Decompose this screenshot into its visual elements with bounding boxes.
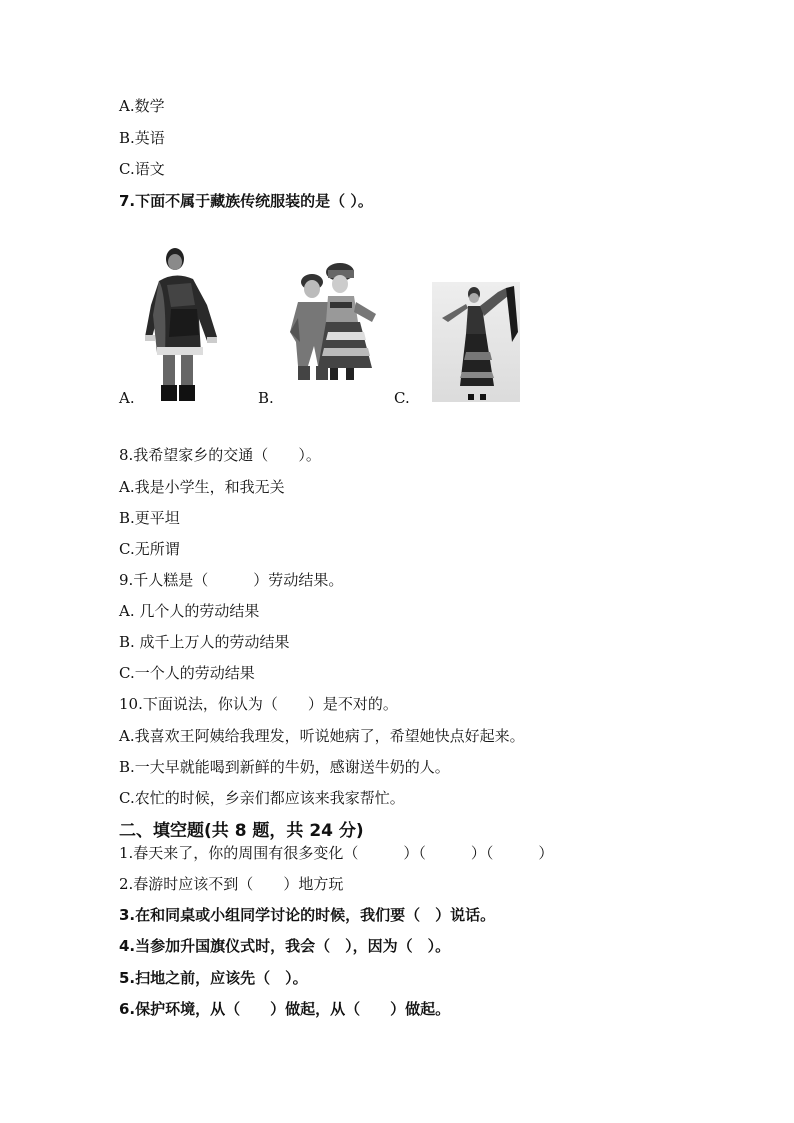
- q9-option-c: C.一个人的劳动结果: [119, 664, 255, 682]
- q7-label-b: B.: [258, 389, 274, 407]
- q7-question: 7.下面不属于藏族传统服装的是（ ）。: [119, 192, 373, 210]
- q6-option-a: A.数学: [119, 97, 165, 115]
- fill-item-4: 4.当参加升国旗仪式时，我会（ ），因为（ ）。: [119, 937, 451, 955]
- fill-item-2: 2.春游时应该不到（ ）地方玩: [119, 875, 344, 893]
- q6-option-c: C.语文: [119, 160, 165, 178]
- q9-option-a: A. 几个人的劳动结果: [119, 602, 260, 620]
- q10-question: 10.下面说法，你认为（ ）是不对的。: [119, 695, 398, 713]
- fill-item-5: 5.扫地之前，应该先（ ）。: [119, 969, 308, 987]
- q8-option-a: A.我是小学生，和我无关: [119, 478, 285, 496]
- q6-option-b: B.英语: [119, 129, 165, 147]
- q10-option-c: C.农忙的时候，乡亲们都应该来我家帮忙。: [119, 789, 405, 807]
- q9-option-b: B. 成千上万人的劳动结果: [119, 633, 290, 651]
- q8-question: 8.我希望家乡的交通（ ）。: [119, 446, 321, 464]
- tibetan-man-costume-image: [145, 245, 225, 403]
- q10-option-b: B.一大早就能喝到新鲜的牛奶，感谢送牛奶的人。: [119, 758, 450, 776]
- q10-option-a: A.我喜欢王阿姨给我理发，听说她病了，希望她快点好起来。: [119, 727, 525, 745]
- tibetan-woman-dancer-image: [432, 282, 520, 402]
- q9-question: 9.千人糕是（ ）劳动结果。: [119, 571, 344, 589]
- q7-label-a: A.: [119, 389, 135, 407]
- q8-option-c: C.无所谓: [119, 540, 180, 558]
- q7-label-c: C.: [394, 389, 410, 407]
- fill-item-1: 1.春天来了，你的周围有很多变化（ ）（ ）（ ）: [119, 844, 554, 862]
- section-2-title: 二、填空题(共 8 题，共 24 分): [119, 821, 364, 841]
- miao-couple-costume-image: [288, 262, 380, 386]
- fill-item-3: 3.在和同桌或小组同学讨论的时候，我们要（ ）说话。: [119, 906, 496, 924]
- fill-item-6: 6.保护环境，从（ ）做起，从（ ）做起。: [119, 1000, 451, 1018]
- q8-option-b: B.更平坦: [119, 509, 180, 527]
